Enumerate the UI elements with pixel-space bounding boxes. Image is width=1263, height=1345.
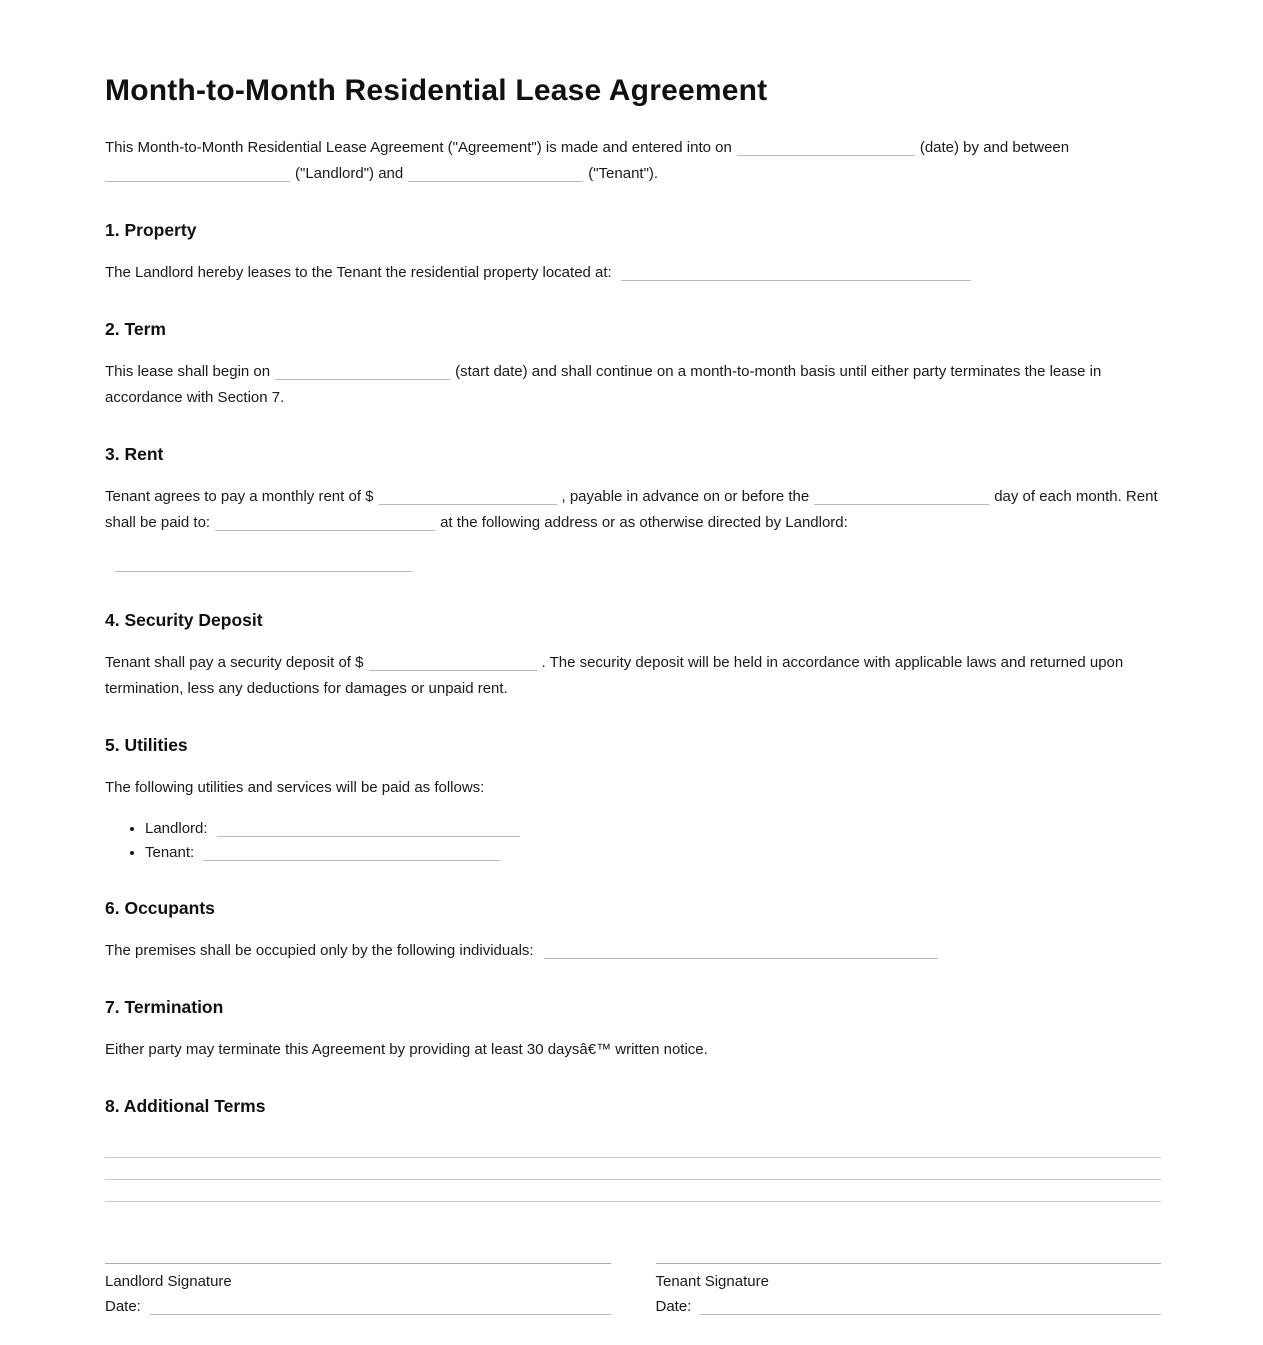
- additional-terms-line-3[interactable]: [105, 1180, 1161, 1202]
- intro-tenant-suffix: ("Tenant").: [588, 165, 659, 182]
- tenant-name-field[interactable]: [408, 166, 583, 182]
- section-utilities-heading: 5. Utilities: [105, 735, 188, 755]
- section-additional-terms: [105, 1096, 1161, 1202]
- security-deposit-paragraph: [105, 650, 1161, 702]
- section-rent-heading: 3. Rent: [105, 444, 164, 464]
- occupants-paragraph: [105, 938, 1161, 964]
- rent-payee-field[interactable]: [215, 515, 435, 531]
- section-term: [105, 319, 1161, 411]
- additional-terms-lines: [105, 1136, 1161, 1202]
- landlord-date-field[interactable]: [150, 1294, 611, 1315]
- rent-amount-field[interactable]: [379, 489, 557, 505]
- tenant-signature-label: Tenant Signature: [655, 1273, 769, 1290]
- utilities-tenant-item: [145, 841, 1161, 865]
- tenant-date-row: [656, 1294, 1162, 1319]
- deposit-text-before: Tenant shall pay a security deposit of $: [105, 654, 364, 671]
- termination-paragraph: Either party may terminate this Agreement by providing at least 30 daysâ€™ written notice.: [105, 1041, 708, 1058]
- intro-date-suffix: (date) by and between: [919, 139, 1070, 156]
- rent-due-day-field[interactable]: [814, 489, 989, 505]
- utilities-paragraph: The following utilities and services will be paid as follows:: [105, 779, 485, 796]
- rent-text-after-day: day of each month. Rent shall be paid to:: [105, 488, 1158, 531]
- utilities-landlord-field[interactable]: [217, 821, 520, 837]
- section-term-heading: 2. Term: [105, 319, 166, 339]
- section-termination-heading: 7. Termination: [105, 997, 224, 1017]
- occupants-names-field[interactable]: [544, 943, 938, 959]
- section-utilities: [105, 735, 1161, 865]
- utilities-tenant-label: Tenant:: [145, 844, 195, 861]
- landlord-date-row: [105, 1294, 611, 1319]
- tenant-date-label: Date:: [655, 1298, 692, 1315]
- section-occupants: [105, 898, 1161, 964]
- term-paragraph: [105, 359, 1161, 411]
- intro-landlord-suffix: ("Landlord") and: [295, 165, 404, 182]
- occupants-text: The premises shall be occupied only by the following individuals:: [105, 942, 534, 959]
- section-property: [105, 220, 1161, 286]
- utilities-list: [105, 817, 1161, 865]
- additional-terms-line-1[interactable]: [105, 1136, 1161, 1158]
- section-security-deposit-heading: 4. Security Deposit: [105, 610, 263, 630]
- property-text: The Landlord hereby leases to the Tenant the residential property located at:: [105, 264, 612, 281]
- property-paragraph: [105, 260, 1161, 286]
- section-occupants-heading: 6. Occupants: [105, 898, 215, 918]
- property-address-field[interactable]: [621, 265, 971, 281]
- intro-text-before-date: This Month-to-Month Residential Lease Agreement ("Agreement") is made and entered into on: [105, 139, 732, 156]
- intro-paragraph: [105, 135, 1161, 187]
- landlord-signature-column: [105, 1263, 611, 1319]
- landlord-signature-label: Landlord Signature: [105, 1273, 232, 1290]
- rent-text-before-amount: Tenant agrees to pay a monthly rent of $: [105, 488, 374, 505]
- page-title: Month-to-Month Residential Lease Agreement: [105, 74, 768, 107]
- utilities-landlord-label: Landlord:: [145, 820, 208, 837]
- term-text-after: (start date) and shall continue on a month-to-month basis until either party terminates the lease in accordance with Section 7.: [105, 363, 1102, 406]
- rent-text-after-payee: at the following address or as otherwise directed by Landlord:: [440, 514, 848, 531]
- deposit-amount-field[interactable]: [369, 655, 537, 671]
- additional-terms-line-2[interactable]: [105, 1158, 1161, 1180]
- deposit-text-after: . The security deposit will be held in accordance with applicable laws and returned upon termination, less any deductions for damages or unpaid rent.: [105, 654, 1124, 697]
- rent-paragraph: [105, 484, 1161, 536]
- rent-text-after-amount: , payable in advance on or before the: [561, 488, 810, 505]
- term-text-before: This lease shall begin on: [105, 363, 271, 380]
- section-security-deposit: [105, 610, 1161, 702]
- section-termination: [105, 997, 1161, 1063]
- rent-payment-address-field[interactable]: [115, 556, 412, 572]
- section-rent: [105, 444, 1161, 577]
- start-date-field[interactable]: [275, 364, 450, 380]
- landlord-date-label: Date:: [105, 1298, 141, 1315]
- signature-block: [105, 1263, 1161, 1319]
- tenant-signature-column: [656, 1263, 1162, 1319]
- tenant-date-field[interactable]: [700, 1294, 1161, 1315]
- agreement-date-field[interactable]: [737, 140, 915, 156]
- utilities-landlord-item: [145, 817, 1161, 841]
- utilities-tenant-field[interactable]: [203, 845, 500, 861]
- landlord-name-field[interactable]: [105, 166, 290, 182]
- section-property-heading: 1. Property: [105, 220, 197, 240]
- section-additional-terms-heading: 8. Additional Terms: [105, 1096, 266, 1116]
- rent-address-row: [105, 551, 1161, 577]
